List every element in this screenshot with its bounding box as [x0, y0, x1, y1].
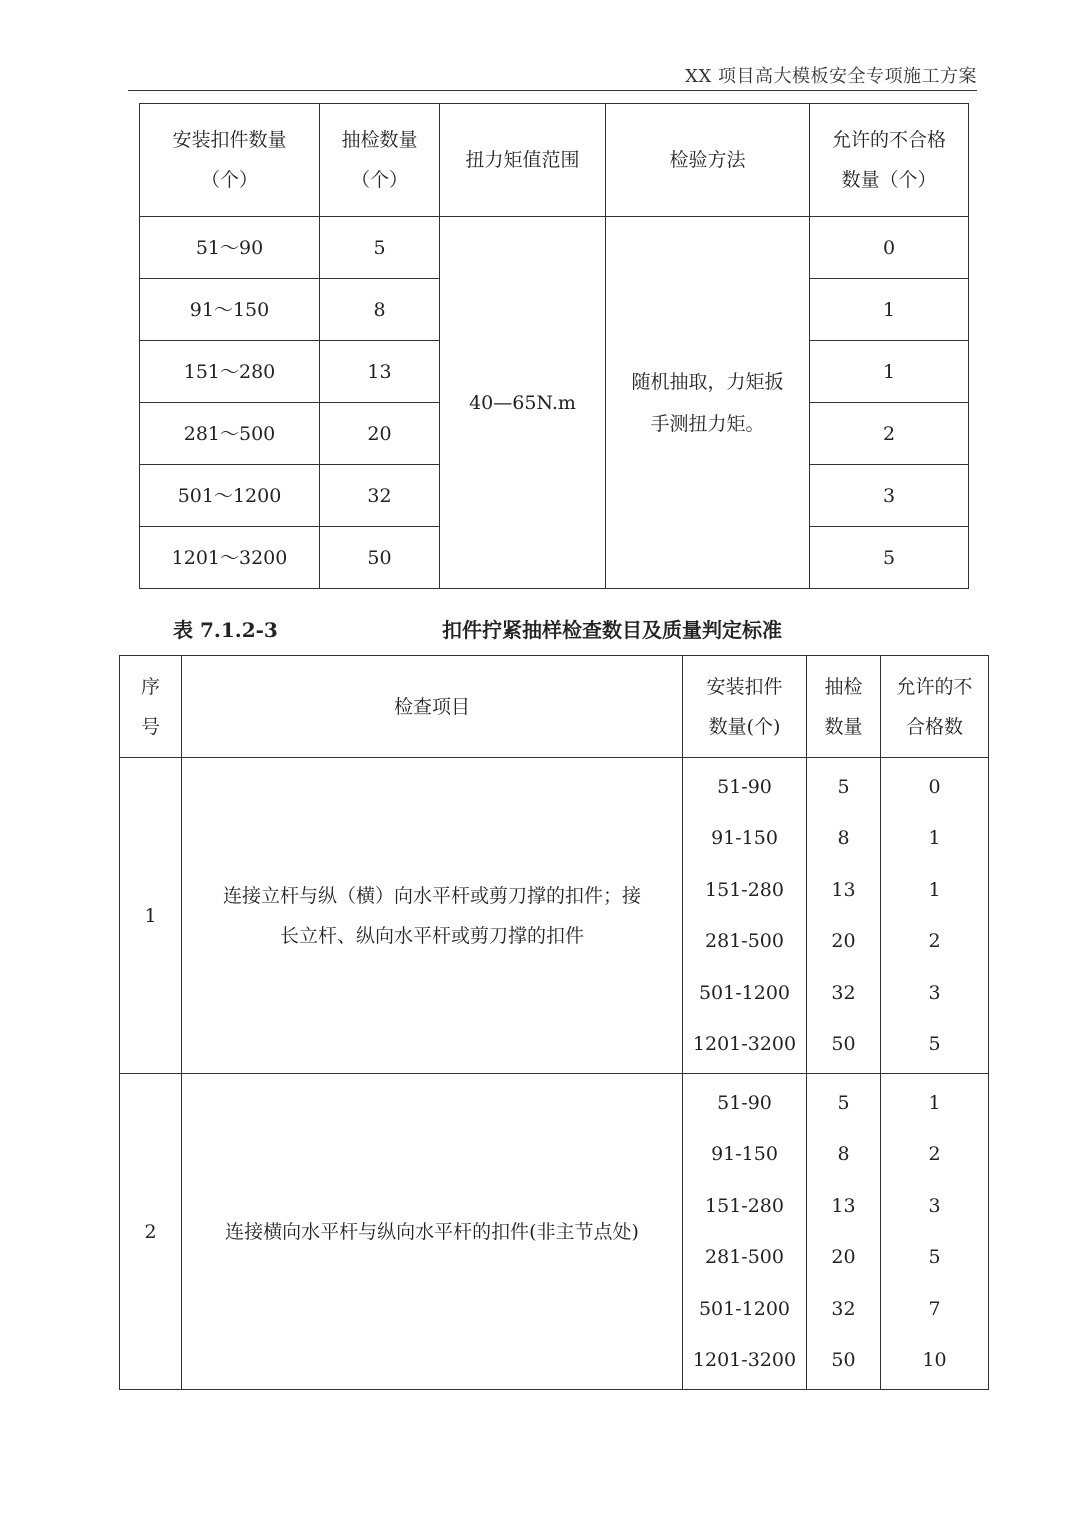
qty-value: 1201-3200 — [692, 1348, 797, 1371]
allowed-cell: 2 — [810, 403, 969, 465]
allowed-value: 7 — [928, 1297, 941, 1320]
allowed-value: 0 — [928, 776, 941, 798]
sample-cell: 50 — [320, 527, 440, 589]
sample-value: 13 — [831, 878, 856, 901]
torque-range-cell: 40—65N.m — [440, 217, 606, 589]
qty-cell: 151～280 — [140, 341, 320, 403]
document-header-title: XX 项目高大模板安全专项施工方案 — [685, 66, 977, 87]
allowed-value: 10 — [922, 1348, 947, 1371]
qty-cell: 91～150 — [140, 279, 320, 341]
fastener-sampling-table — [119, 655, 989, 1390]
table2-header-item: 检查项目 — [182, 656, 683, 758]
table-caption-number: 表 7.1.2-3 — [173, 618, 278, 642]
qty-value: 51-90 — [717, 776, 772, 798]
method-line: 手测扭力矩。 — [650, 412, 765, 435]
qty-cell: 1201～3200 — [140, 527, 320, 589]
allowed-cell: 0 — [810, 217, 969, 279]
table1-header-method: 检验方法 — [606, 104, 810, 217]
allowed-cell: 1 — [810, 341, 969, 403]
sample-value: 50 — [831, 1032, 856, 1055]
table1-header-allowed — [810, 104, 969, 217]
seq-cell: 1 — [120, 758, 182, 1074]
table2-header-row — [120, 656, 989, 758]
qty-cell: 281～500 — [140, 403, 320, 465]
torque-inspection-table — [139, 103, 969, 589]
table2-header-sample — [807, 656, 881, 758]
table2-header-allowed — [881, 656, 989, 758]
qty-value: 91-150 — [711, 1143, 778, 1166]
sample-value: 50 — [831, 1348, 856, 1371]
sample-cell: 13 — [320, 341, 440, 403]
allowed-cell: 1 — [810, 279, 969, 341]
seq-cell: 2 — [120, 1074, 182, 1390]
sample-value: 32 — [831, 1297, 856, 1320]
qty-value: 501-1200 — [698, 1297, 791, 1320]
item-line: 长立杆、纵向水平杆或剪刀撑的扣件 — [279, 924, 584, 947]
qty-cell — [683, 1074, 807, 1390]
item-line: 连接立杆与纵（横）向水平杆或剪刀撑的扣件；接 — [222, 884, 641, 907]
allowed-value: 1 — [928, 878, 941, 901]
qty-value: 51-90 — [717, 1092, 772, 1114]
allowed-cell — [881, 758, 989, 1074]
qty-cell: 501～1200 — [140, 465, 320, 527]
sample-cell — [807, 1074, 881, 1390]
header-line: 合格数 — [905, 715, 963, 738]
table1-header-sample — [320, 104, 440, 217]
sample-value: 8 — [837, 1143, 850, 1166]
table-row — [120, 758, 989, 1074]
table-row — [140, 217, 969, 279]
header-line: 数量 — [824, 715, 863, 738]
allowed-cell: 5 — [810, 527, 969, 589]
header-line: （个） — [200, 169, 258, 191]
qty-value: 501-1200 — [698, 981, 791, 1004]
sample-cell: 20 — [320, 403, 440, 465]
allowed-value: 1 — [928, 1092, 941, 1114]
qty-cell: 51～90 — [140, 217, 320, 279]
sample-cell: 5 — [320, 217, 440, 279]
item-cell — [182, 1074, 683, 1390]
table-caption-title: 扣件拧紧抽样检查数目及质量判定标准 — [442, 618, 782, 642]
sample-value: 20 — [831, 1246, 856, 1269]
sample-value: 20 — [831, 930, 856, 953]
table1-header-row — [140, 104, 969, 217]
sample-cell: 32 — [320, 465, 440, 527]
item-cell — [182, 758, 683, 1074]
sample-value: 5 — [837, 776, 850, 798]
header-line: 抽检 — [824, 675, 863, 698]
sample-cell: 8 — [320, 279, 440, 341]
table1-header-torque: 扭力矩值范围 — [440, 104, 606, 217]
method-line: 随机抽取，力矩扳 — [631, 370, 784, 393]
header-divider — [128, 90, 977, 91]
qty-value: 1201-3200 — [692, 1032, 797, 1055]
qty-value: 281-500 — [705, 1246, 784, 1269]
header-line: 数量（个） — [841, 169, 937, 191]
table-row — [120, 1074, 989, 1390]
sample-value: 5 — [837, 1092, 850, 1114]
header-line: 序 — [140, 675, 160, 698]
header-line: 号 — [140, 715, 160, 738]
qty-value: 91-150 — [711, 827, 778, 850]
allowed-value: 5 — [928, 1032, 941, 1055]
qty-value: 151-280 — [705, 1194, 784, 1217]
qty-value: 151-280 — [705, 878, 784, 901]
sample-value: 8 — [837, 827, 850, 850]
header-line: 允许的不合格 — [831, 129, 946, 151]
header-line: 安装扣件 — [706, 675, 783, 698]
header-line: （个） — [350, 169, 408, 191]
header-line: 安装扣件数量 — [172, 129, 287, 151]
allowed-value: 2 — [928, 930, 941, 953]
allowed-value: 2 — [928, 1143, 941, 1166]
table2-header-seq — [120, 656, 182, 758]
sample-value: 32 — [831, 981, 856, 1004]
table1-header-qty — [140, 104, 320, 217]
sample-value: 13 — [831, 1194, 856, 1217]
header-line: 数量(个) — [708, 715, 781, 738]
allowed-value: 3 — [928, 1194, 941, 1217]
allowed-value: 5 — [928, 1246, 941, 1269]
table2-header-qty — [683, 656, 807, 758]
allowed-cell — [881, 1074, 989, 1390]
allowed-cell: 3 — [810, 465, 969, 527]
allowed-value: 3 — [928, 981, 941, 1004]
item-line: 连接横向水平杆与纵向水平杆的扣件(非主节点处) — [225, 1220, 639, 1243]
qty-value: 281-500 — [705, 930, 784, 953]
qty-cell — [683, 758, 807, 1074]
method-cell — [606, 217, 810, 589]
allowed-value: 1 — [928, 827, 941, 850]
header-line: 抽检数量 — [341, 129, 418, 151]
header-line: 允许的不 — [896, 675, 973, 698]
sample-cell — [807, 758, 881, 1074]
